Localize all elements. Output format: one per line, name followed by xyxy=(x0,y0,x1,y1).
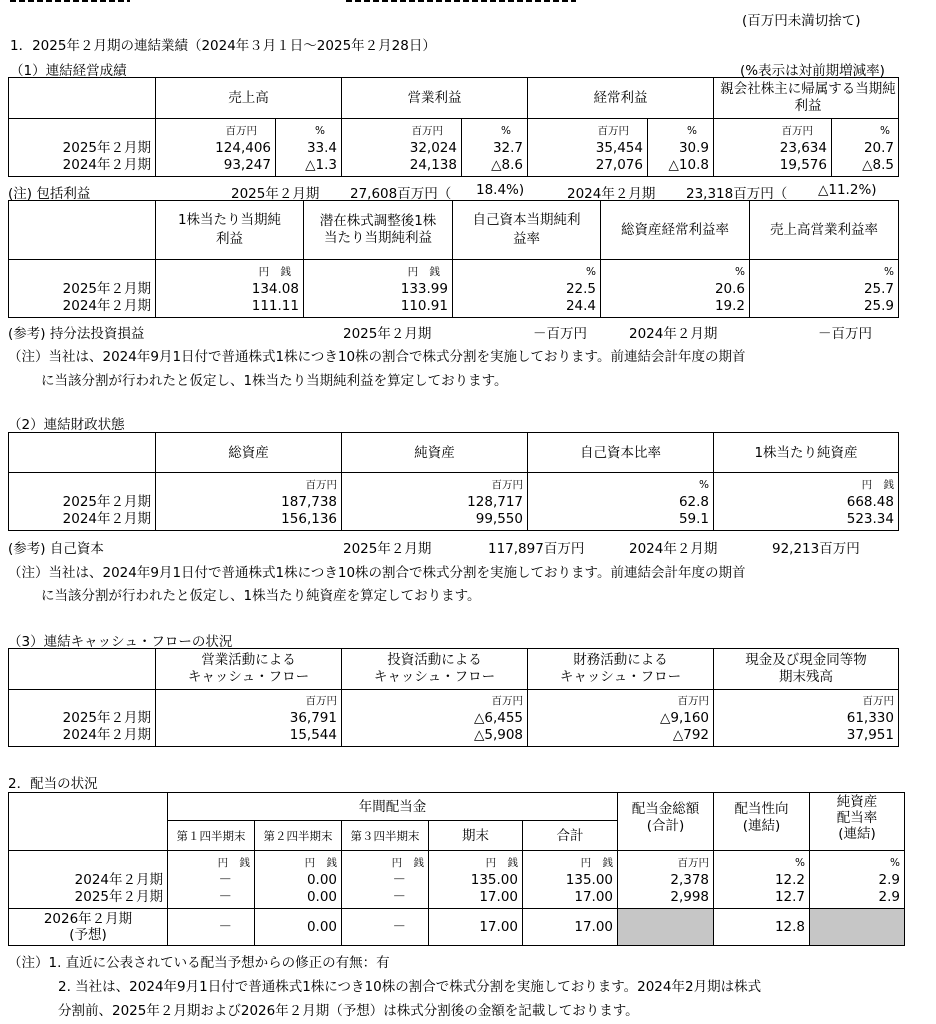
value-cell: 円 銭 135.00 17.00 xyxy=(429,851,523,909)
cash-flow-corner xyxy=(9,649,156,690)
period-label: 2025年２月期 xyxy=(62,281,151,297)
value-cell: % 12.2 12.7 xyxy=(714,851,810,909)
value-cell: 円 銭 668.48 523.34 xyxy=(714,473,899,531)
forecast-period-cell xyxy=(9,909,168,946)
value-cell: 百万円 61,330 37,951 xyxy=(714,690,899,747)
value-cell: 百万円 23,634 19,576 xyxy=(714,119,832,177)
period-cell xyxy=(9,851,168,909)
own-capital-p2: 2024年２月期 xyxy=(629,541,718,557)
value-cell: 円 銭 － － xyxy=(342,851,429,909)
dividends-table xyxy=(8,792,905,946)
value-cell: % 62.8 59.1 xyxy=(528,473,714,531)
forecast-value: 0.00 xyxy=(255,909,342,946)
results-corner xyxy=(9,78,156,119)
results-title: （1）連結経営成績 xyxy=(10,63,127,79)
value-cell: 円 銭 0.00 0.00 xyxy=(255,851,342,909)
value-cell: % 30.9 △10.8 xyxy=(648,119,714,177)
value-cell: 百万円 32,024 24,138 xyxy=(342,119,462,177)
header-sales: 売上高 xyxy=(156,78,342,119)
own-capital-v1: 117,897百万円 xyxy=(488,541,585,557)
value-cell: % 33.4 △1.3 xyxy=(276,119,342,177)
per-share-table xyxy=(8,200,899,318)
forecast-value: － xyxy=(342,909,429,946)
comprehensive-label: (注) 包括利益 xyxy=(8,186,91,202)
comprehensive-v1: 27,608百万円（ xyxy=(350,186,452,202)
header-q2: 第２四半期末 xyxy=(255,821,342,851)
value-cell: % 25.7 25.9 xyxy=(750,260,899,318)
period-cell xyxy=(9,119,156,177)
header-roa: 総資産経常利益率 xyxy=(601,201,750,260)
header-eps: 1株当たり当期純利益 xyxy=(156,201,304,260)
header-total: 合計 xyxy=(523,821,618,851)
period-label: 2024年２月期 xyxy=(62,511,151,527)
own-capital-p1: 2025年２月期 xyxy=(343,541,432,557)
forecast-shaded-total xyxy=(618,909,714,946)
header-annual-dividend: 年間配当金 xyxy=(168,793,618,821)
pct-note: (%表示は対前期増減率) xyxy=(740,63,885,79)
period-label: 2024年２月期 xyxy=(62,727,151,743)
per-share-corner xyxy=(9,201,156,260)
equity-method-p1: 2025年２月期 xyxy=(343,326,432,342)
unit-note: (百万円未満切捨て) xyxy=(742,13,861,29)
header-doe: 純資産 配当率 (連結) xyxy=(810,793,905,851)
comprehensive-r2: △11.2%) xyxy=(818,182,877,198)
section1-title: 1．2025年２月期の連結業績（2024年３月１日～2025年２月28日） xyxy=(10,38,436,54)
dividend-note2-line2: 分割前、2025年２月期および2026年２月期（予想）は株式分割後の金額を記載しております。 xyxy=(58,1003,639,1019)
period-cell xyxy=(9,690,156,747)
bps-note-line1: （注）当社は、2024年9月1日付で普通株式1株につき10株の割合で株式分割を実施しております。前連結会計年度の期首 xyxy=(8,565,746,581)
equity-method-label: (参考) 持分法投資損益 xyxy=(8,326,145,342)
cash-flow-table xyxy=(8,648,899,747)
cash-flow-title: （3）連結キャッシュ・フローの状況 xyxy=(8,634,233,650)
header-total-assets: 総資産 xyxy=(156,433,342,473)
period-cell xyxy=(9,260,156,318)
header-net-income xyxy=(714,78,899,119)
dividends-corner xyxy=(9,793,168,851)
value-cell: % 22.5 24.4 xyxy=(453,260,601,318)
header-year-end: 期末 xyxy=(429,821,523,851)
dividend-note2-line1: 2. 当社は、2024年9月1日付で普通株式1株につき10株の割合で株式分割を実施しております。2024年2月期は株式 xyxy=(58,979,762,995)
value-cell: 円 銭 135.00 17.00 xyxy=(523,851,618,909)
results-table xyxy=(8,77,899,177)
own-capital-v2: 92,213百万円 xyxy=(772,541,860,557)
header-ordinary-profit: 経常利益 xyxy=(528,78,714,119)
period-label: 2024年２月期 xyxy=(74,872,163,888)
value-cell: % 20.7 △8.5 xyxy=(832,119,899,177)
own-capital-label: (参考) 自己資本 xyxy=(8,541,104,557)
period-label: 2024年２月期 xyxy=(62,157,151,173)
value-cell: 百万円 36,791 15,544 xyxy=(156,690,342,747)
forecast-shaded-doe xyxy=(810,909,905,946)
top-cutoff-strip xyxy=(0,0,936,6)
comprehensive-r1: 18.4%) xyxy=(476,182,525,198)
value-cell: 円 銭 134.08 111.11 xyxy=(156,260,304,318)
header-operating-profit: 営業利益 xyxy=(342,78,528,119)
period-label: 2025年２月期 xyxy=(74,889,163,905)
value-cell: % 20.6 19.2 xyxy=(601,260,750,318)
forecast-value: 17.00 xyxy=(429,909,523,946)
equity-method-v2: －百万円 xyxy=(818,326,872,342)
value-cell: % 2.9 2.9 xyxy=(810,851,905,909)
comprehensive-v2: 23,318百万円（ xyxy=(686,186,788,202)
dividend-note1: （注）1. 直近に公表されている配当予想からの修正の有無：有 xyxy=(8,955,390,971)
financial-position-table xyxy=(8,432,899,531)
equity-method-v1: －百万円 xyxy=(533,326,587,342)
header-net-income-text: 親会社株主に帰属する当期純利益 xyxy=(720,81,896,114)
forecast-tag: (予想) xyxy=(69,927,107,943)
period-cell xyxy=(9,473,156,531)
dividends-title: 2．配当の状況 xyxy=(8,776,98,792)
eps-note-line2: に当該分割が行われたと仮定し、1株当たり当期純利益を算定しております。 xyxy=(41,373,508,389)
header-roe: 自己資本当期純利益率 xyxy=(453,201,601,260)
header-total-dividend: 配当金総額 (合計) xyxy=(618,793,714,851)
value-cell: 百万円 187,738 156,136 xyxy=(156,473,342,531)
header-payout-ratio: 配当性向 (連結) xyxy=(714,793,810,851)
header-equity-ratio: 自己資本比率 xyxy=(528,433,714,473)
comprehensive-p2: 2024年２月期 xyxy=(567,186,656,202)
header-financing-cf: 財務活動による キャッシュ・フロー xyxy=(528,649,714,690)
forecast-value: 17.00 xyxy=(523,909,618,946)
period-label: 2025年２月期 xyxy=(62,710,151,726)
equity-method-p2: 2024年２月期 xyxy=(629,326,718,342)
header-net-assets: 純資産 xyxy=(342,433,528,473)
eps-note-line1: （注）当社は、2024年9月1日付で普通株式1株につき10株の割合で株式分割を実施しております。前連結会計年度の期首 xyxy=(8,349,746,365)
value-cell: 百万円 2,378 2,998 xyxy=(618,851,714,909)
forecast-period-label: 2026年２月期 xyxy=(43,911,133,927)
financial-position-title: （2）連結財政状態 xyxy=(8,417,125,433)
forecast-value: － xyxy=(168,909,255,946)
header-diluted-eps: 潜在株式調整後1株当たり当期純利益 xyxy=(304,201,453,260)
financial-corner xyxy=(9,433,156,473)
value-cell: 百万円 △6,455 △5,908 xyxy=(342,690,528,747)
value-cell: 円 銭 － － xyxy=(168,851,255,909)
period-label: 2025年２月期 xyxy=(62,140,151,156)
value-cell: % 32.7 △8.6 xyxy=(462,119,528,177)
header-q1: 第１四半期末 xyxy=(168,821,255,851)
header-operating-cf: 営業活動による キャッシュ・フロー xyxy=(156,649,342,690)
forecast-value: 12.8 xyxy=(714,909,810,946)
header-bps: 1株当たり純資産 xyxy=(714,433,899,473)
value-cell: 円 銭 133.99 110.91 xyxy=(304,260,453,318)
value-cell: 百万円 △9,160 △792 xyxy=(528,690,714,747)
value-cell: 百万円 35,454 27,076 xyxy=(528,119,648,177)
header-q3: 第３四半期末 xyxy=(342,821,429,851)
bps-note-line2: に当該分割が行われたと仮定し、1株当たり純資産を算定しております。 xyxy=(41,588,481,604)
header-investing-cf: 投資活動による キャッシュ・フロー xyxy=(342,649,528,690)
header-cash-end: 現金及び現金同等物 期末残高 xyxy=(714,649,899,690)
period-label: 2025年２月期 xyxy=(62,494,151,510)
header-operating-margin: 売上高営業利益率 xyxy=(750,201,899,260)
comprehensive-p1: 2025年２月期 xyxy=(231,186,320,202)
value-cell: 百万円 128,717 99,550 xyxy=(342,473,528,531)
value-cell: 百万円 124,406 93,247 xyxy=(156,119,276,177)
period-label: 2024年２月期 xyxy=(62,298,151,314)
